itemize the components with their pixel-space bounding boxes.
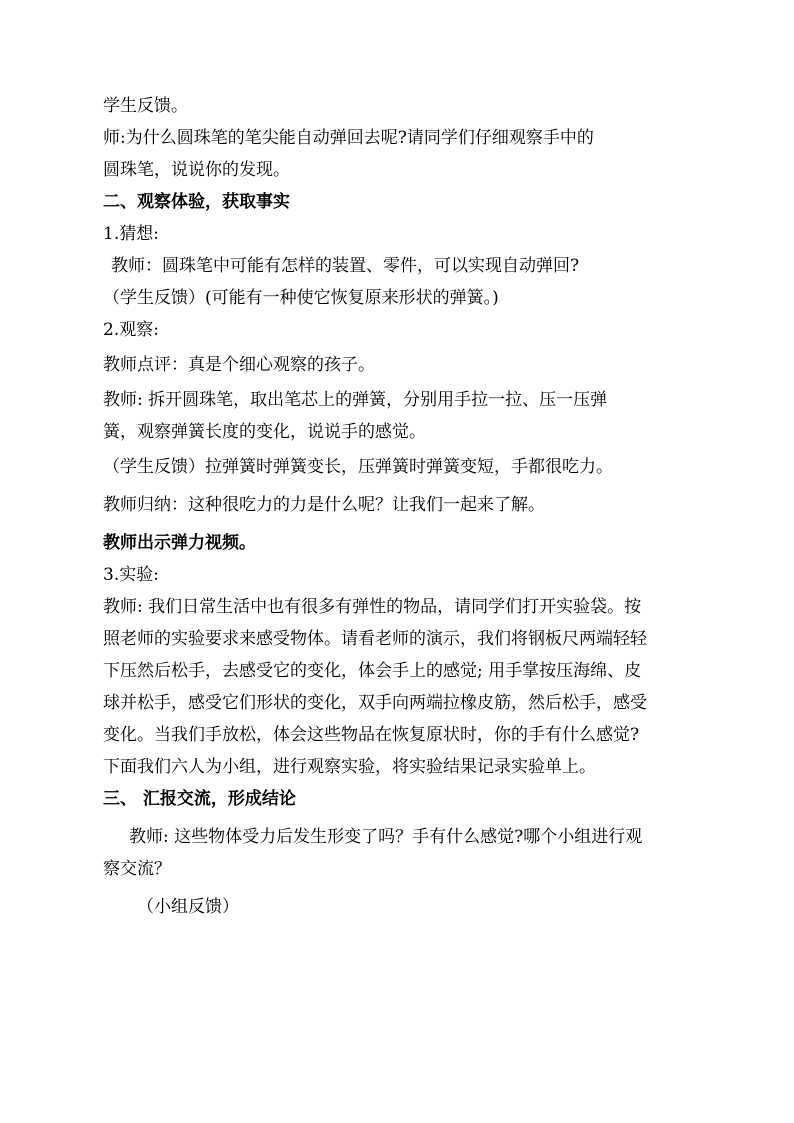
text-line: 教师: 这些物体受力后发生形变了吗？手有什么感觉?哪个小组进行观: [129, 827, 643, 847]
bold-note: 教师出示弹力视频。: [103, 533, 256, 553]
text-line: 师:为什么圆珠笔的笔尖能自动弹回去呢?请同学们仔细观察手中的: [103, 128, 594, 148]
text-line: 教师: 拆开圆珠笔，取出笔芯上的弹簧，分别用手拉一拉、压一压弹: [103, 390, 608, 410]
text-line: 教师: 我们日常生活中也有很多有弹性的物品，请同学们打开实验袋。按: [103, 597, 642, 617]
section-heading: 二、观察体验，获取事实: [103, 192, 290, 212]
text-line: （学生反馈）(可能有一种使它恢复原来形状的弹簧。): [103, 288, 499, 308]
subsection-heading: 3.实验:: [103, 565, 159, 585]
document-page: [103, 90, 703, 923]
text-line: 圆珠笔，说说你的发现。: [103, 160, 290, 180]
text-line: 球并松手，感受它们形状的变化，双手向两端拉橡皮筋，然后松手，感受: [103, 693, 647, 713]
subsection-heading: 2.观察:: [103, 320, 159, 340]
text-line: 察交流？: [103, 859, 171, 879]
subsection-heading: 1.猜想:: [103, 224, 159, 244]
section-heading: 三、 汇报交流，形成结论: [103, 789, 296, 809]
text-line: 教师：圆珠笔中可能有怎样的装置、零件，可以实现自动弹回?: [111, 256, 580, 276]
text-line: 簧，观察弹簧长度的变化，说说手的感觉。: [103, 422, 426, 442]
text-line: 变化。当我们手放松，体会这些物品在恢复原状时，你的手有什么感觉?: [103, 725, 640, 745]
text-line: 照老师的实验要求来感受物体。请看老师的演示，我们将钢板尺两端轻轻: [103, 629, 647, 649]
text-line: 教师点评：真是个细心观察的孩子。: [103, 355, 375, 375]
text-line: 学生反馈。: [103, 96, 188, 116]
text-line: 下压然后松手，去感受它的变化，体会手上的感觉; 用手掌按压海绵、皮: [103, 661, 642, 681]
text-line: （小组反馈）: [137, 897, 239, 917]
text-line: 教师归纳：这种很吃力的力是什么呢？让我们一起来了解。: [103, 495, 545, 515]
text-line: 下面我们六人为小组，进行观察实验，将实验结果记录实验单上。: [103, 757, 596, 777]
text-line: （学生反馈）拉弹簧时弹簧变长，压弹簧时弹簧变短，手都很吃力。: [103, 457, 613, 477]
